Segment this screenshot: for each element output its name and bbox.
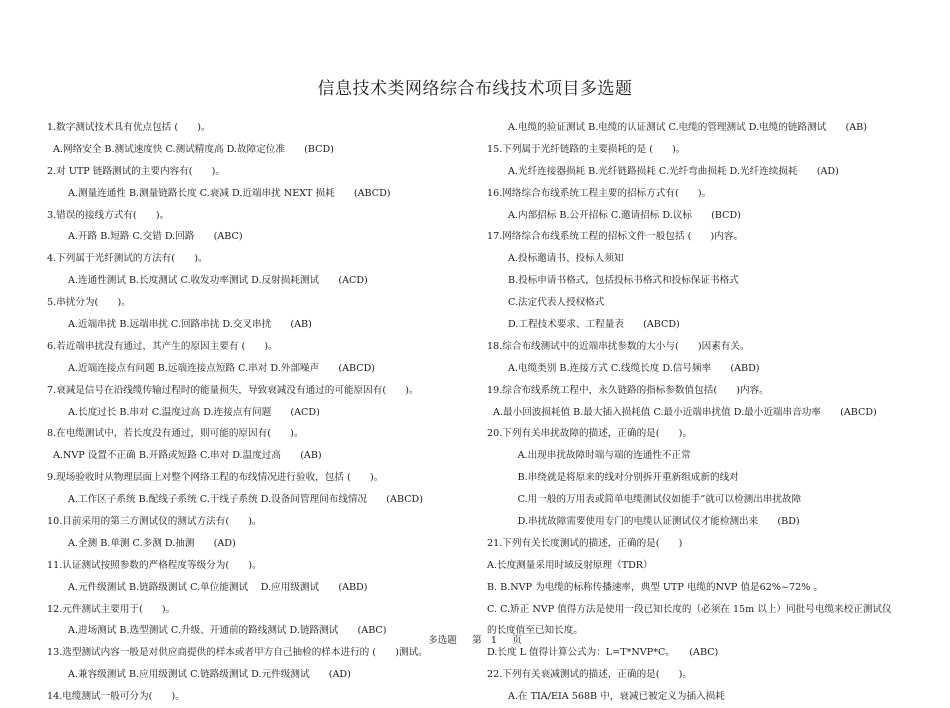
text-line: D.串扰故障需要使用专门的电缆认证测试仪才能检测出来 (BD)	[508, 516, 800, 528]
text-line: A.元件级测试 B.链路级测试 C.单位能测试 D.应用级测试 (ABD)	[68, 581, 368, 593]
text-line: 10.目前采用的第三方测试仪的测试方法有( )。	[47, 516, 262, 528]
text-line: 15.下列属于光纤链路的主要损耗的是 ( )。	[487, 143, 686, 155]
text-line: B.串绕就是将原来的线对分别拆开重新组成新的线对	[508, 472, 739, 484]
page-footer	[0, 632, 950, 646]
text-line: 18.综合布线测试中的近端串扰参数的大小与( )因素有关。	[487, 340, 750, 352]
text-line: A.进场测试 B.选型测试 C.升级、开通前的路线测试 D.链路测试 (ABC)	[68, 625, 387, 637]
text-line: A.近端连接点有问题 B.远端连接点短路 C.串对 D.外部噪声 (ABCD)	[68, 362, 376, 374]
text-line: 2.对 UTP 链路测试的主要内容有( )。	[47, 165, 225, 177]
text-line: A.出现串扰故障时端与端的连通性不正常	[508, 450, 691, 462]
text-line: 3.错误的接线方式有( )。	[47, 209, 170, 221]
text-line: 16.网络综合布线系统工程主要的招标方式有( )。	[487, 187, 712, 199]
text-line: 14.电缆测试一般可分为( )。	[47, 691, 185, 703]
text-line: 17.网络综合布线系统工程的招标文件一般包括 ( )内容。	[487, 231, 744, 243]
text-line: A.长度过长 B.串对 C.温度过高 D.连接点有问题 (ACD)	[68, 406, 320, 418]
text-line: B. B.NVP 为电缆的标称传播速率，典型 UTP 电缆的NVP 值是62%~72% 。	[487, 581, 823, 593]
text-line: 22.下列有关衰减测试的描述，正确的是( )。	[487, 669, 693, 681]
text-line: 4.下列属于光纤测试的方法有( )。	[47, 253, 208, 265]
text-line: A.在 TIA/EIA 568B 中，衰减已被定义为插入损耗	[508, 691, 725, 703]
text-line: 13.选型测试内容一般是对供应商提供的样本或者甲方自己抽检的样本进行的 ( )测试。	[47, 647, 428, 659]
text-line: 19.综合布线系统工程中，永久链路的指标参数值包括( )内容。	[487, 384, 769, 396]
text-line: A.网络安全 B.测试速度快 C.测试精度高 D.故障定位准 (BCD)	[53, 143, 334, 155]
footer-page-unit: 页	[512, 635, 522, 646]
text-line: 21.下列有关长度测试的描述，正确的是( )	[487, 537, 683, 549]
text-line: 6.若近端串扰没有通过，其产生的原因主要有 ( )。	[47, 340, 278, 352]
text-line: A.全测 B.单测 C.多测 D.抽测 (AD)	[68, 537, 236, 549]
text-line: B.投标申请书格式，包括投标书格式和投标保证书格式	[508, 275, 739, 287]
text-line: C. C.矫正 NVP 值得方法是使用一段已知长度的（必须在 15m 以上）同批号电缆来校正测试仪	[487, 603, 892, 615]
text-line: 1.数字测试技术具有优点包括 ( )。	[47, 122, 211, 133]
footer-page-num: 1	[490, 635, 498, 646]
text-line: 7.衰减是信号在沿线缆传输过程时的能量损失，导致衰减没有通过的可能原因有( )。	[47, 384, 419, 396]
text-line: A.最小回波损耗值 B.最大插入损耗值 C.最小近端串扰值 D.最小近端串音功率 (ABCD)	[493, 406, 877, 418]
text-line: A.电缆的验证测试 B.电缆的认证测试 C.电缆的管理测试 D.电缆的链路测试 (AB)	[508, 122, 867, 133]
text-line: 12.元件测试主要用于( )。	[47, 603, 176, 615]
text-line: A.近端串扰 B.远端串扰 C.回路串扰 D.交叉串扰 (AB)	[68, 319, 312, 331]
text-line: C.法定代表人授权格式	[508, 297, 605, 309]
text-line: A.连通性测试 B.长度测试 C.收发功率测试 D.反射损耗测试 (ACD)	[68, 275, 368, 287]
text-line: A.内部招标 B.公开招标 C.邀请招标 D.议标 (BCD)	[508, 209, 741, 221]
text-line: A.长度测量采用时域反射原理（TDR）	[487, 559, 653, 571]
text-line: A.光纤连接器损耗 B.光纤链路损耗 C.光纤弯曲损耗 D.光纤连续损耗 (AD)	[508, 165, 839, 177]
footer-page-word: 第	[472, 635, 482, 646]
text-line: 5.串扰分为( )。	[47, 297, 131, 309]
text-line: A.兼容级测试 B.应用级测试 C.链路级测试 D.元件级测试 (AD)	[68, 669, 351, 681]
text-line: D.长度 L 值得计算公式为：L=T*NVP*C。 (ABC)	[487, 647, 719, 659]
text-line: A.电缆类别 B.连接方式 C.线缆长度 D.信号频率 (ABD)	[508, 362, 760, 374]
text-line: 8.在电缆测试中，若长度没有通过，则可能的原因有( )。	[47, 428, 304, 440]
text-line: A.投标邀请书、投标人须知	[508, 253, 624, 265]
text-line: C.用一般的万用表或简单电缆测试仪如能手”就可以检测出串扰故障	[508, 494, 802, 506]
left-column	[47, 117, 467, 708]
text-line: A.测量连通性 B.测量链路长度 C.衰减 D.近端串扰 NEXT 损耗 (ABCD)	[68, 187, 391, 199]
text-line: A.工作区子系统 B.配线子系统 C.干线子系统 D.设备间管理间布线情况 (ABCD)	[68, 494, 423, 506]
footer-label: 多选题	[428, 635, 457, 646]
text-line: A.NVP 设置不正确 B.开路或短路 C.串对 D.温度过高 (AB)	[53, 450, 322, 462]
text-line: 20.下列有关串扰故障的描述，正确的是( )。	[487, 428, 693, 440]
text-line: 9.现场验收时从物理层面上对整个网络工程的布线情况进行验收，包括 ( )。	[47, 472, 384, 484]
text-line: A.开路 B.短路 C.交错 D.回路 (ABC)	[68, 231, 243, 243]
text-line: 11.认证测试按照参数的严格程度等级分为( )。	[47, 559, 262, 571]
document-title: 信息技术类网络综合布线技术项目多选题	[317, 79, 633, 99]
right-column	[487, 117, 912, 708]
text-line: D.工程技术要求、工程量表 (ABCD)	[508, 319, 680, 331]
text-line: 的长度值至已知长度。	[487, 625, 583, 637]
